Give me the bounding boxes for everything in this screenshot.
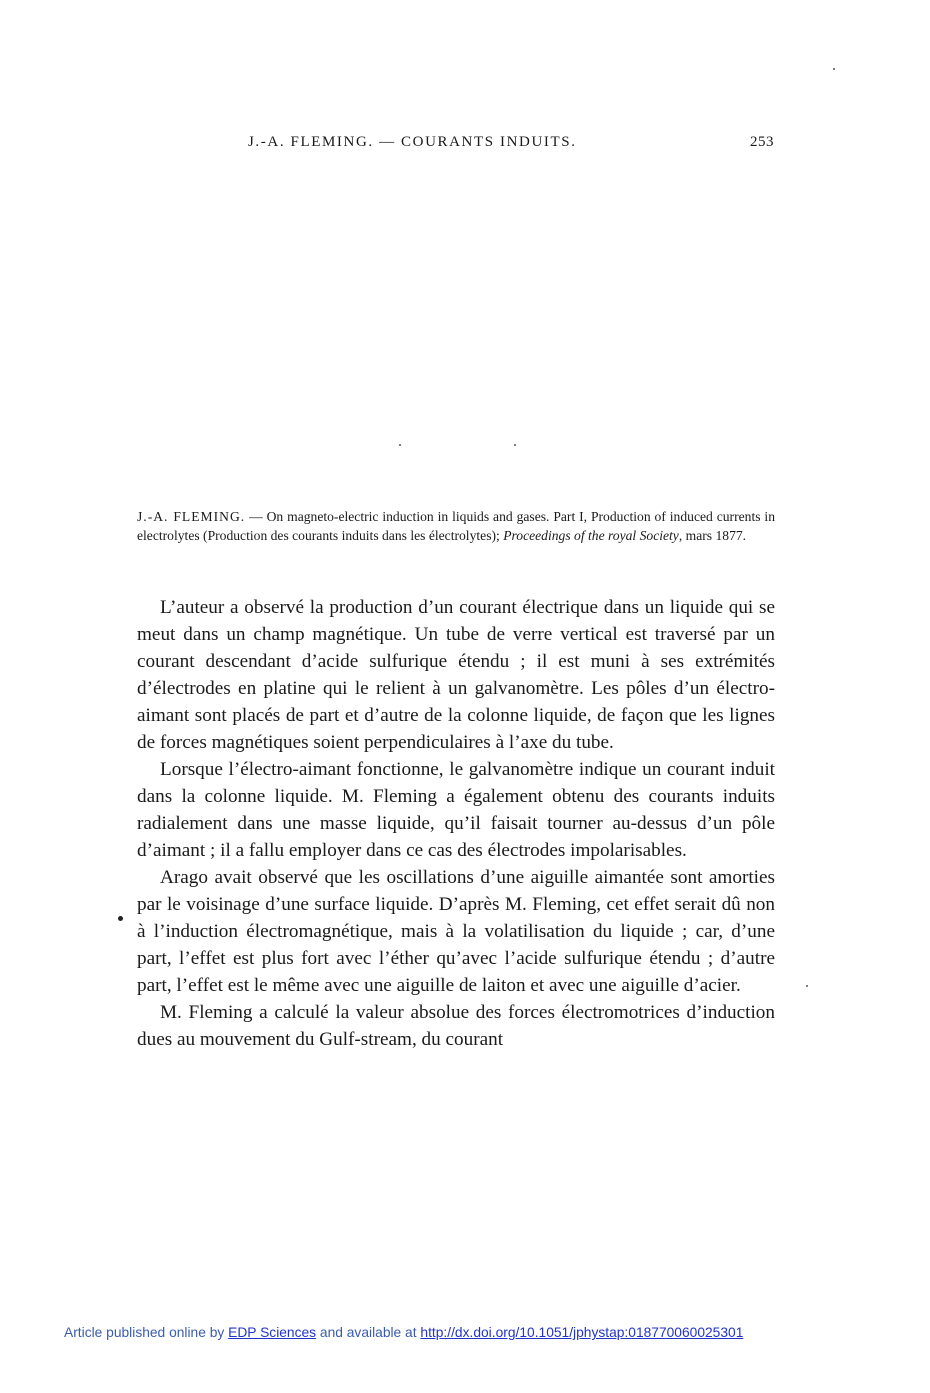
scan-speck — [833, 68, 835, 70]
reference-date: , mars 1877. — [678, 528, 747, 543]
scan-speck — [514, 444, 516, 446]
publisher-link[interactable]: EDP Sciences — [228, 1325, 317, 1340]
margin-mark — [118, 916, 123, 921]
footer-middle: and available at — [316, 1325, 421, 1340]
bibliographic-reference — [137, 507, 775, 545]
running-title: J.-A. FLEMING. — COURANTS INDUITS. — [248, 134, 577, 150]
doi-link[interactable]: http://dx.doi.org/10.1051/jphystap:018770060025301 — [420, 1325, 744, 1340]
paragraph: Lorsque l’électro-aimant fonctionne, le galvanomètre indique un courant induit dans la colonne liquide. M. Fleming a également obtenu des courants induits radialement dans une masse liquide, qu’il faisait tourner au-dessus d’un pôle d’aimant ; il a fallu employer dans ce cas des électrodes impolarisables. — [137, 759, 775, 861]
page-number: 253 — [750, 134, 774, 150]
paragraph: Arago avait observé que les oscillations d’une aiguille aimantée sont amorties par le voisinage d’une surface liquide. D’après M. Fleming, cet effet serait dû non à l’induction électromagnétique, mais à la volatilisation du liquide ; car, d’une part, l’effet est plus fort avec l’éther qu’avec l’acide sulfurique étendu ; d’autre part, l’effet est le même avec une aiguille de laiton et avec une aiguille d’acier. — [137, 867, 775, 996]
scan-speck — [806, 985, 808, 987]
reference-journal: Proceedings of the royal Society — [503, 528, 679, 543]
publication-footer — [64, 1325, 743, 1340]
footer-prefix: Article published online by — [64, 1325, 229, 1340]
paragraph: L’auteur a observé la production d’un courant électrique dans un liquide qui se meut dans un champ magnétique. Un tube de verre vertical est traversé par un courant descendant d’acide sulfurique étendu ; il est muni à ses extrémités d’électrodes en platine qui le relient à un galvanomètre. Les pôles d’un électro-aimant sont placés de part et d’autre de la colonne liquide, de façon que les lignes de forces magnétiques soient perpendiculaires à l’axe du tube. — [137, 597, 775, 753]
scan-speck — [399, 444, 401, 446]
paragraph: M. Fleming a calculé la valeur absolue des forces électromotrices d’induction dues au mouvement du Gulf-stream, du courant — [137, 1002, 775, 1050]
reference-author: J.-A. FLEMING. — [137, 509, 246, 524]
reference-text: — On magneto-electric induction in liquids and gases. Part I, Production of induced currents in electrolytes (Production des courants induits dans les électrolytes); — [137, 509, 775, 543]
body-text — [137, 594, 775, 1053]
